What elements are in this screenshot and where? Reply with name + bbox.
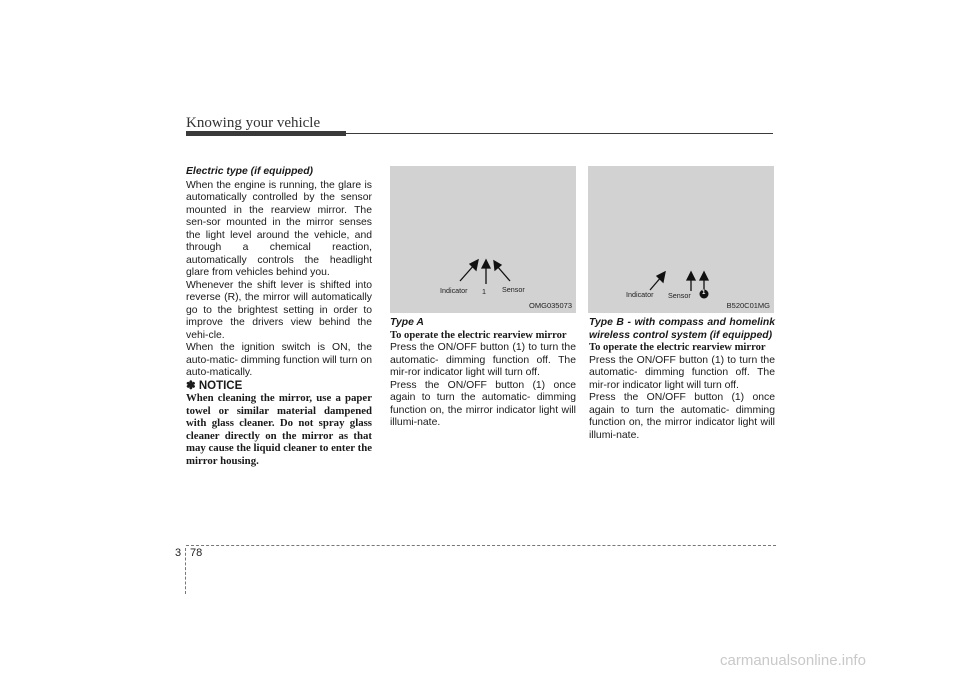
figure-b-sensor-label: Sensor [668, 291, 691, 300]
notice-body: When cleaning the mirror, use a paper towel or similar material dampened with glass cleaner. Do not spray glass cleaner directly on the mirror as that may cause the liquid cleaner to enter the mirror housing. [186, 392, 372, 467]
footer-vertical-divider [185, 548, 186, 594]
figure-b-indicator-label: Indicator [626, 290, 654, 299]
figure-b-code: B520C01MG [726, 301, 770, 310]
figure-a-sensor-label: Sensor [502, 285, 525, 294]
column-1 [186, 166, 372, 467]
footer-page-number: 78 [190, 547, 203, 559]
paragraph: Whenever the shift lever is shifted into reverse (R), the mirror will automatically go to the brightest setting in order to improve the drivers view behind the vehi-cle. [186, 279, 372, 341]
column-3 [589, 317, 775, 442]
paragraph: When the ignition switch is ON, the auto-matic- dimming function will turn on auto-matically. [186, 342, 372, 378]
figure-type-a [390, 166, 576, 313]
figure-b-callout-number: 1 [702, 290, 706, 296]
paragraph: Press the ON/OFF button (1) to turn the automatic- dimming function off. The mir-ror indicator light will turn off. [390, 342, 576, 378]
footer-section-number: 3 [175, 547, 182, 559]
column-2 [390, 317, 576, 430]
header-rule-thin [346, 133, 773, 134]
footer-divider [186, 545, 776, 546]
paragraph: Press the ON/OFF button (1) once again to turn the automatic- dimming function on, the mirror indicator light will illumi-nate. [589, 392, 775, 441]
figure-a-number-label: 1 [482, 287, 486, 296]
page-header-title: Knowing your vehicle [186, 115, 321, 131]
subheading: To operate the electric rearview mirror [589, 342, 766, 353]
figure-a-indicator-label: Indicator [440, 286, 468, 295]
figure-type-b [588, 166, 774, 313]
watermark: carmanualsonline.info [720, 652, 866, 669]
paragraph: Press the ON/OFF button (1) to turn the automatic- dimming function off. The mir-ror indicator light will turn off. [589, 354, 775, 391]
section-heading-type-b: Type B - with compass and homelink wireless control system (if equipped) [589, 317, 775, 341]
paragraph: When the engine is running, the glare is automatically controlled by the sensor mounted in the rearview mirror. The sen-sor mounted in the mirror senses the light level around the vehicle, and through a chemical reaction, automatically controls the headlight glare from vehicles behind you. [186, 179, 372, 278]
paragraph: Press the ON/OFF button (1) once again to turn the automatic- dimming function on, the mirror indicator light will illumi-nate. [390, 379, 576, 428]
notice-title: ✽ NOTICE [186, 379, 243, 392]
header-rule-thick [186, 131, 346, 136]
subheading: To operate the electric rearview mirror [390, 329, 567, 341]
figure-a-code: OMG035073 [529, 301, 572, 310]
section-heading-type-a: Type A [390, 317, 424, 328]
section-heading-electric: Electric type (if equipped) [186, 166, 314, 177]
